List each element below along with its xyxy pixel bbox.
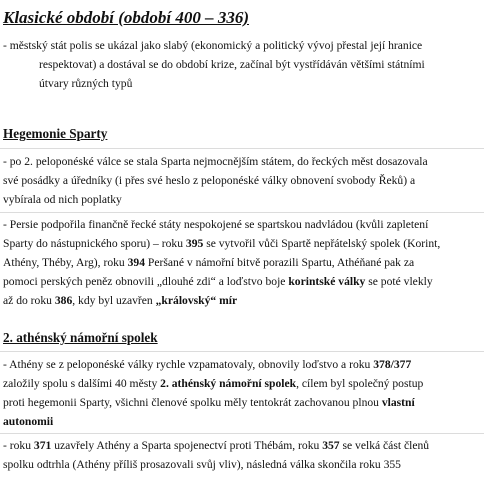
year-bold: 357 bbox=[322, 439, 340, 452]
text-line bbox=[3, 393, 415, 412]
text-line: - městský stát polis se ukázal jako slabý (ekonomický a politický vývoj přestal její hranice bbox=[3, 39, 423, 52]
text-run: založily spolu s dalšími 40 městy bbox=[3, 377, 161, 390]
text-run: uzavřely Athény a Sparta spojenectví proti Thébám, roku bbox=[51, 439, 323, 452]
text-line bbox=[3, 234, 440, 253]
term-bold: vlastní bbox=[381, 396, 415, 409]
year-bold: 394 bbox=[127, 256, 146, 269]
year-bold: 378/377 bbox=[373, 358, 412, 371]
text-run: , kdy byl uzavřen bbox=[72, 294, 156, 307]
text-line bbox=[3, 272, 433, 291]
year-bold: 386 bbox=[54, 294, 73, 307]
paragraph-divider bbox=[0, 212, 484, 213]
paragraph-divider bbox=[0, 433, 484, 434]
term-bold: 2. athénský námořní spolek bbox=[160, 377, 297, 390]
text-run: se velká část členů bbox=[339, 439, 430, 452]
paragraph-divider bbox=[0, 148, 484, 149]
text-line: vybírala od nich poplatky bbox=[3, 193, 122, 206]
text-line: - Persie podpořila finančně řecké státy nespokojené se spartskou nadvládou (kvůli zapletení bbox=[3, 218, 429, 231]
text-run: se poté vlekly bbox=[365, 275, 433, 288]
text-run: se vytvořil vůči Spartě nepřátelský spolek (Korint, bbox=[203, 237, 441, 250]
section-heading-hegemonie-sparty: Hegemonie Sparty bbox=[3, 126, 108, 141]
text-line bbox=[3, 253, 414, 272]
text-line bbox=[3, 291, 237, 310]
text-run: , cílem byl společný postup bbox=[296, 377, 424, 390]
year-bold: 395 bbox=[185, 237, 204, 250]
text-run: Sparty do nástupnického sporu) – roku bbox=[3, 237, 186, 250]
text-line: - po 2. peloponéské válce se stala Sparta nejmocnějším státem, do řeckých měst dosazovala bbox=[3, 155, 428, 168]
term-bold: korintské války bbox=[288, 275, 366, 288]
text-line bbox=[3, 436, 429, 455]
text-line bbox=[3, 374, 423, 393]
section-heading-athensky-spolek: 2. athénský námořní spolek bbox=[3, 330, 158, 345]
paragraph-divider bbox=[0, 351, 484, 352]
text-run: Peršané v námořní bitvě porazili Spartu, Athéňané pak za bbox=[145, 256, 415, 269]
text-run: - Athény se z peloponéské války rychle vzpamatovaly, obnovily loďstvo a roku bbox=[3, 358, 374, 371]
text-line: autonomii bbox=[3, 415, 54, 428]
text-run: pomoci perských peněz obnovili „dlouhé zdi“ a loďstvo boje bbox=[3, 275, 289, 288]
text-line bbox=[3, 355, 411, 374]
year-bold: 371 bbox=[33, 439, 52, 452]
text-run: proti hegemonii Sparty, všichni členové spolku měly tentokrát zachovanou plnou bbox=[3, 396, 382, 409]
text-run: až do roku bbox=[3, 294, 55, 307]
text-line: spolku odtrhla (Athény příliš prosazovali svůj vliv), následná válka skončila roku 355 bbox=[3, 458, 401, 471]
page-title: Klasické období (období 400 – 336) bbox=[3, 8, 250, 27]
text-line: své posádky a úředníky (i přes své heslo z peloponéské války obnovení svobody Řeků) a bbox=[3, 174, 416, 187]
text-line: útvary různých typů bbox=[39, 77, 133, 90]
text-run: - roku bbox=[3, 439, 34, 452]
term-bold: „královský“ mír bbox=[155, 294, 238, 307]
text-run: Athény, Théby, Arg), roku bbox=[3, 256, 128, 269]
text-line: respektovat) a dostával se do období krize, začínal být vystřídáván většími státními bbox=[39, 58, 425, 71]
